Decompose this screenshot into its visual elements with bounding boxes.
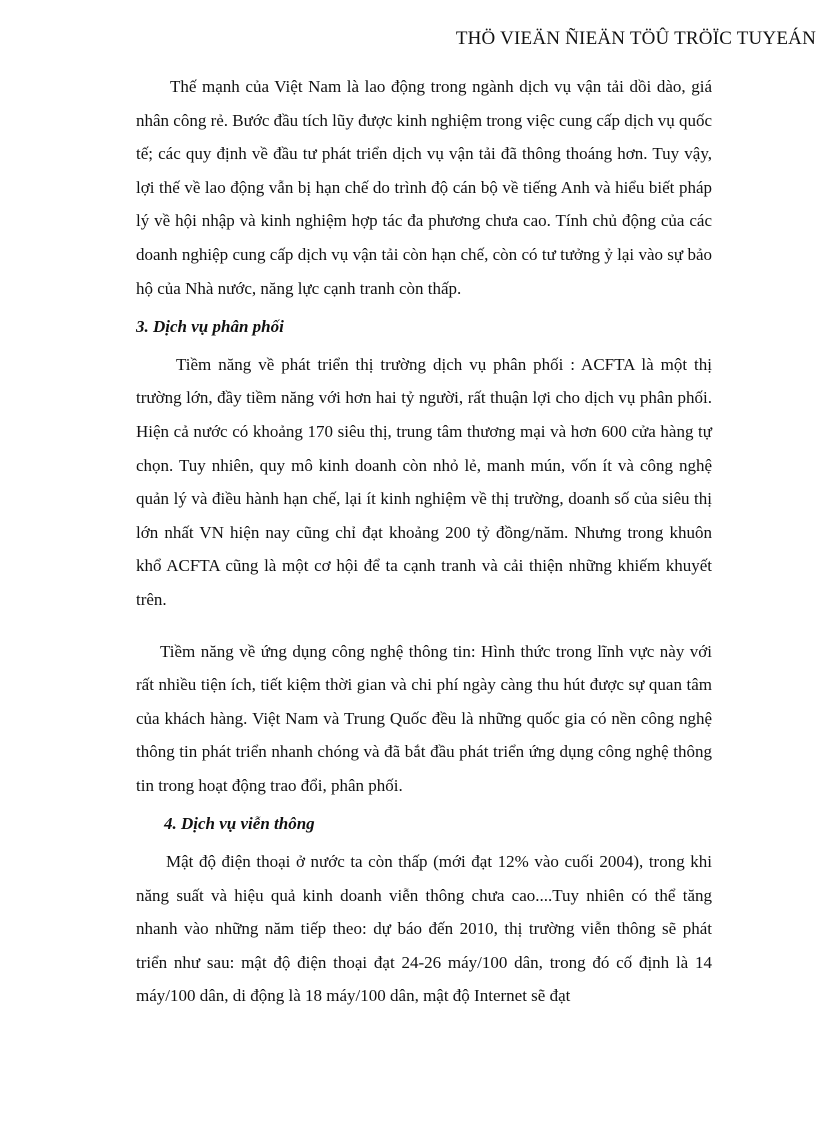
section-heading-distribution: 3. Dịch vụ phân phối xyxy=(136,317,284,337)
intro-paragraph: Thế mạnh của Việt Nam là lao động trong ngành dịch vụ vận tải dồi dào, giá nhân công rẻ. Bước đầu tích lũy được kinh nghiệm trong việc cung cấp dịch vụ quốc tế; các quy định về đầu tư phát triển dịch vụ vận tải đã thông thoáng hơn. Tuy vậy, lợi thế về lao động vẫn bị hạn chế do trình độ cán bộ về tiếng Anh và hiểu biết pháp lý về hội nhập và kinh nghiệm hợp tác đa phương chưa cao. Tính chủ động của các doanh nghiệp cung cấp dịch vụ vận tải còn hạn chế, còn có tư tưởng ỷ lại vào sự bảo hộ của Nhà nước, năng lực cạnh tranh còn thấp. xyxy=(136,77,713,298)
section-heading-telecom: 4. Dịch vụ viễn thông xyxy=(164,814,315,834)
distribution-paragraph-it: Tiềm năng về ứng dụng công nghệ thông tin: Hình thức trong lĩnh vực này với rất nhiều tiện ích, tiết kiệm thời gian và chi phí ngày càng thu hút được sự quan tâm của khách hàng. Việt Nam và Trung Quốc đều là những quốc gia có nền công nghệ thông tin phát triển nhanh chóng và đã bắt đầu phát triển ứng dụng công nghệ thông tin trong hoạt động trao đổi, phân phối. xyxy=(136,641,712,795)
distribution-paragraph-market: Tiềm năng về phát triển thị trường dịch vụ phân phối : ACFTA là một thị trường lớn, đầy tiềm năng với hơn hai tỷ người, rất thuận lợi cho dịch vụ phân phối. Hiện cả nước có khoảng 170 siêu thị, trung tâm thương mại và hơn 600 cửa hàng tự chọn. Tuy nhiên, quy mô kinh doanh còn nhỏ lẻ, manh mún, vốn ít và công nghệ quản lý và điều hành hạn chế, lại ít kinh nghiệm về thị trường, doanh số của siêu thị lớn nhất VN hiện nay cũng chỉ đạt khoảng 200 tỷ đồng/năm. Nhưng trong khuôn khổ ACFTA cũng là một cơ hội để ta cạnh tranh và cải thiện những khiếm khuyết trên. xyxy=(136,354,712,609)
document-body xyxy=(136,70,712,1013)
page-header-title: THÖ VIEÄN ÑIEÄN TÖÛ TRÖÏC TUYEÁN xyxy=(455,28,816,49)
telecom-paragraph: Mật độ điện thoại ở nước ta còn thấp (mới đạt 12% vào cuối 2004), trong khi năng suất và hiệu quả kinh doanh viễn thông chưa cao....Tuy nhiên có thể tăng nhanh vào những năm tiếp theo: dự báo đến 2010, thị trường viễn thông sẽ phát triển như sau: mật độ điện thoại đạt 24-26 máy/100 dân, trong đó cố định là 14 máy/100 dân, di động là 18 máy/100 dân, mật độ Internet sẽ đạt xyxy=(136,852,712,1006)
